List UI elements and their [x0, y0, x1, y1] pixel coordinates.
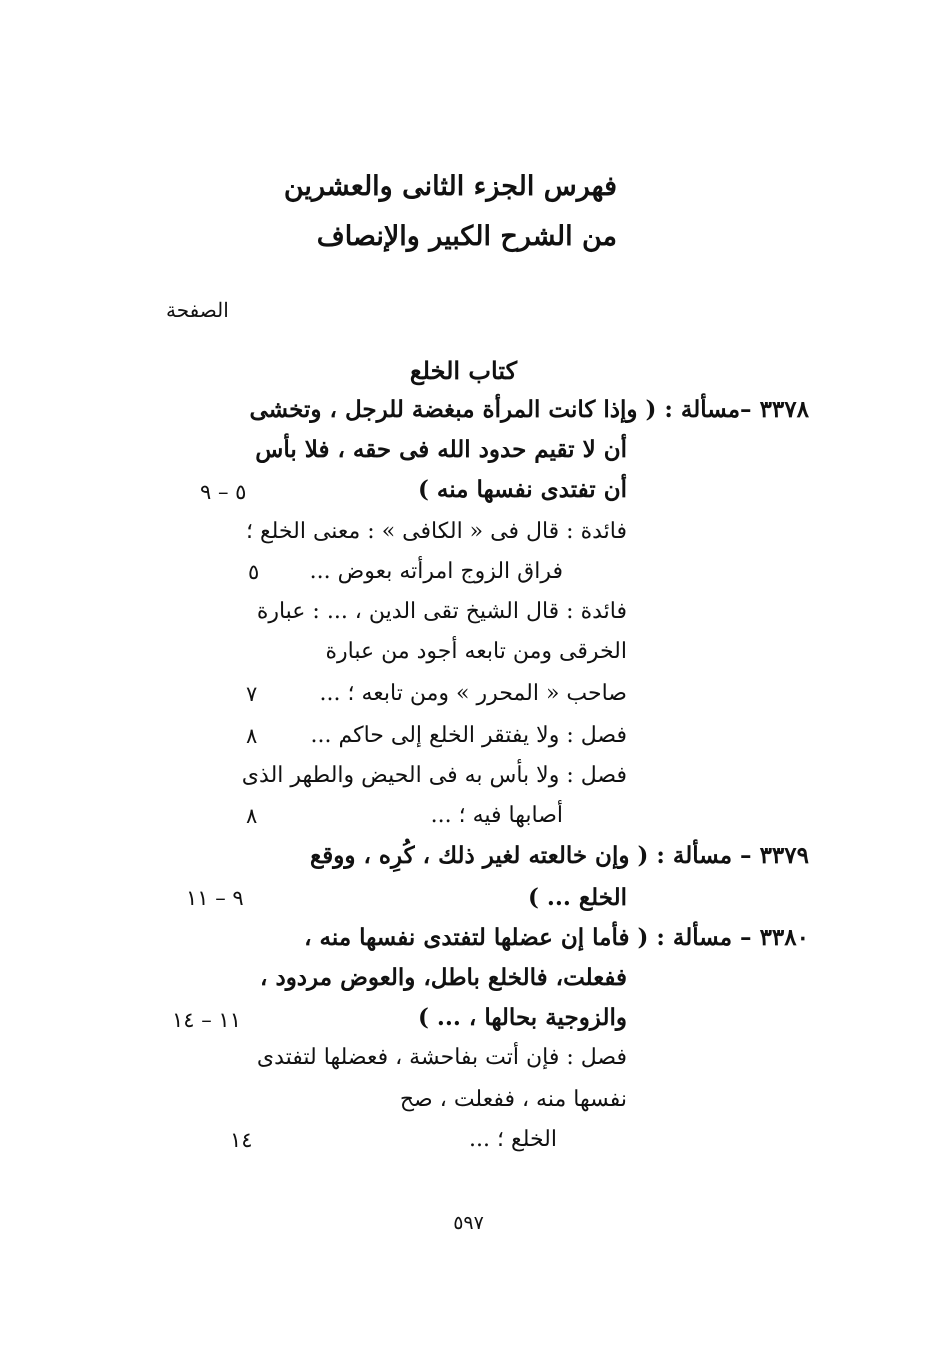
- entry-page-range: ٨: [246, 724, 258, 748]
- entry-text: الخلع ؛ ...: [469, 1127, 557, 1152]
- entry-text: صاحب « المحرر » ومن تابعه ؛ ...: [319, 681, 627, 706]
- entry-text: فصل : ولا يفتقر الخلع إلى حاكم ...: [310, 723, 627, 748]
- entry-label: –مسألة :: [664, 396, 752, 423]
- entry-text: والزوجية بحالها ، ... ): [417, 1004, 627, 1031]
- book-title: كتاب الخلع: [409, 356, 517, 385]
- entry-text: ( وإذا كانت المرأة مبغضة للرجل ، وتخشى: [249, 396, 657, 423]
- entry-page-range: ٩ – ١١: [186, 886, 244, 910]
- entry-text: أن لا تقيم حدود الله فى حقه ، فلا بأس: [255, 436, 627, 463]
- entry-text: الخرقى ومن تابعه أجود من عبارة: [325, 639, 627, 664]
- entry-heading: [249, 396, 809, 424]
- entry-label: – مسألة :: [656, 842, 752, 869]
- entry-label: – مسألة :: [656, 924, 752, 951]
- entry-page-range: ٥ – ٩: [200, 480, 247, 504]
- entry-page-range: ٨: [246, 804, 258, 828]
- entry-page-range: ١١ – ١٤: [172, 1008, 241, 1032]
- entry-number: ٣٣٨٠: [759, 924, 809, 951]
- entry-text: أصابها فيه ؛ ...: [430, 803, 563, 828]
- entry-text: فائدة : قال فى « الكافى » : معنى الخلع ؛: [245, 519, 627, 544]
- entry-page-range: ١٤: [230, 1128, 253, 1152]
- entry-text: ( وإن خالعته لغير ذلك ، كُرِه ، ووقع: [310, 842, 649, 869]
- entry-number: ٣٣٧٨: [759, 396, 809, 423]
- entry-text: ( فأما إن عضلها لتفتدى نفسها منه ،: [304, 924, 649, 951]
- index-title-line-2: من الشرح الكبير والإنصاف: [316, 221, 617, 252]
- entry-text: فصل : ولا بأس به فى الحيض والطهر الذى: [241, 763, 627, 788]
- page-column-label: الصفحة: [166, 298, 229, 322]
- entry-text: فراق الزوج امرأته بعوض ...: [309, 559, 563, 584]
- entry-text: فائدة : قال الشيخ تقى الدين ، ... : عبارة: [256, 599, 627, 624]
- entry-page-range: ٥: [248, 560, 260, 584]
- entry-text: الخلع ... ): [527, 884, 627, 911]
- entry-heading: [304, 924, 809, 952]
- entry-heading: [310, 842, 809, 870]
- index-title-line-1: فهرس الجزء الثانى والعشرين: [283, 171, 617, 202]
- entry-text: أن تفتدى نفسها منه ): [418, 476, 627, 503]
- page-number: ٥٩٧: [453, 1212, 484, 1234]
- entry-number: ٣٣٧٩: [759, 842, 809, 869]
- entry-text: ففعلت، فالخلع باطل، والعوض مردود ،: [260, 964, 627, 991]
- entry-text: فصل : فإن أتت بفاحشة ، فعضلها لتفتدى: [256, 1045, 627, 1070]
- entry-page-range: ٧: [246, 682, 258, 706]
- entry-text: نفسها منه ، ففعلت ، صح: [399, 1087, 627, 1112]
